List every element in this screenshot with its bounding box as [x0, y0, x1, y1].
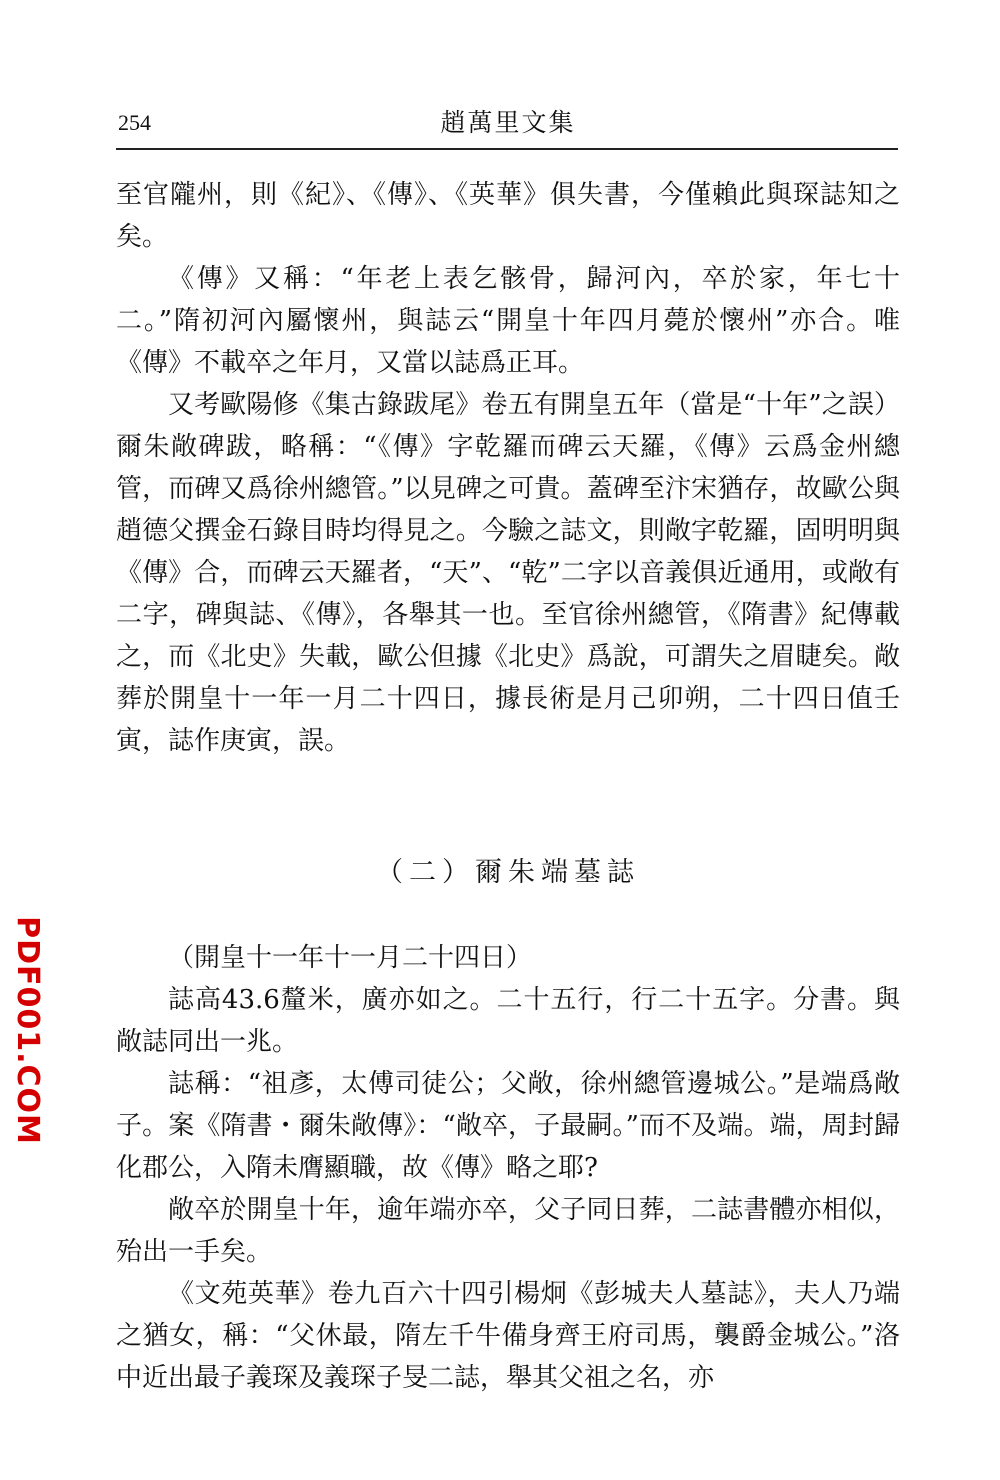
header-rule [116, 148, 898, 150]
page-header [118, 108, 898, 142]
paragraph: 誌高43.6釐米，廣亦如之。二十五行，行二十五字。分書。與敞誌同出一兆。 [116, 985, 900, 1057]
section-1-body [116, 174, 900, 762]
paragraph: 至官隴州，則《紀》、《傳》、《英華》俱失書，今僅賴此與琛誌知之矣。 [116, 180, 900, 252]
paragraph: 又考歐陽修《集古錄跋尾》卷五有開皇五年（當是“十年”之誤）爾朱敞碑跋，略稱：“《傳》字乾羅而碑云天羅，《傳》云爲金州總管，而碑又爲徐州總管。”以見碑之可貴。蓋碑至汴宋猶存，故歐公與趙德父撰金石錄目時均得見之。今驗之誌文，則敞字乾羅，固明明與《傳》合，而碑云天羅者，“天”、“乾”二字以音義俱近通用，或敞有二字，碑與誌、《傳》，各舉其一也。至官徐州總管，《隋書》紀傳載之，而《北史》失載，歐公但據《北史》爲說，可謂失之眉睫矣。敞葬於開皇十一年一月二十四日，據長術是月己卯朔，二十四日值壬寅，誌作庚寅，誤。 [116, 390, 900, 756]
section-heading: （二）爾朱端墓誌 [376, 857, 640, 888]
page-number: 254 [118, 110, 151, 135]
paragraph: 誌稱：“祖彥，太傅司徒公；父敞，徐州總管邊城公。”是端爲敞子。案《隋書・爾朱敞傳》：“敞卒，子最嗣。”而不及端。端，周封歸化郡公，入隋未膺顯職，故《傳》略之耶? [116, 1069, 900, 1183]
paragraph: 敞卒於開皇十年，逾年端亦卒，父子同日葬，二誌書體亦相似，殆出一手矣。 [116, 1195, 900, 1267]
book-title: 趙萬里文集 [440, 108, 576, 137]
watermark-text: PDF001.COM [9, 915, 45, 1145]
paragraph: 《文苑英華》卷九百六十四引楊炯《彭城夫人墓誌》，夫人乃端之猶女，稱：“父休最，隋左千牛備身齊王府司馬，襲爵金城公。”洛中近出最子義琛及義琛子旻二誌，舉其父祖之名，亦 [116, 1279, 900, 1393]
paragraph: 《傳》又稱：“年老上表乞骸骨，歸河內，卒於家，年七十二。”隋初河內屬懷州，與誌云“開皇十年四月薨於懷州”亦合。唯《傳》不載卒之年月，又當以誌爲正耳。 [116, 264, 900, 378]
watermark [4, 915, 50, 1145]
section-2-body [116, 937, 900, 1399]
paragraph: （開皇十一年十一月二十四日） [168, 943, 533, 973]
